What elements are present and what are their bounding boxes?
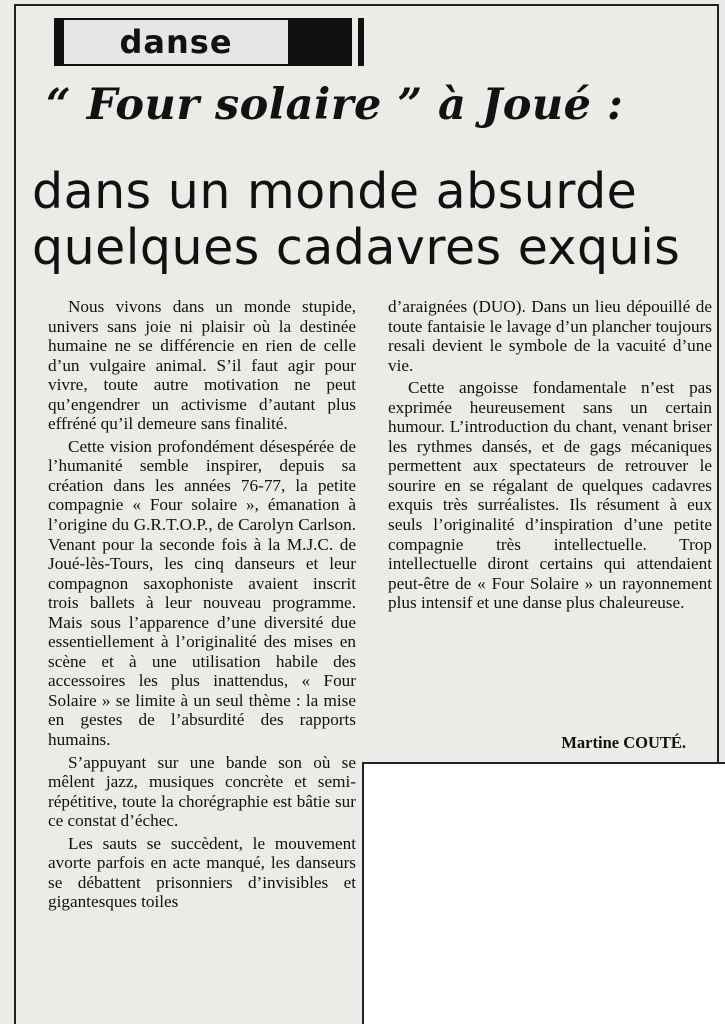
article-column-left	[48, 297, 356, 912]
headline-line-1: dans un monde absurde	[32, 163, 638, 220]
paragraph: Cette angoisse fondamentale n’est pas exprimée heureusement sans un certain humour. L’introduction du chant, venant briser les rythmes dansés, et de gags mécaniques permettent aux spectateurs de retrouver le sourire en se régalant de quelques cadavres exquis très surréalistes. Ils résument à eux seuls l’originalité d’inspiration d’une petite compagnie très intellectuelle. Trop intellectuelle diront certains qui attendaient peut-être de « Four Solaire » un rayonnement plus intensif et une danse plus chaleureuse.	[388, 378, 712, 613]
blank-area	[362, 762, 725, 1024]
section-label: danse	[64, 20, 288, 64]
paragraph: S’appuyant sur une bande son où se mêlent jazz, musiques concrète et semi-répétitive, toute la chorégraphie est bâtie sur ce constat d’échec.	[48, 752, 356, 831]
left-border-rule	[14, 4, 16, 1024]
paragraph: Cette vision profondément désespérée de l’humanité semble inspirer, depuis sa création dans les années 76-77, la petite compagnie « Four solaire », émanation à l’origine du G.R.T.O.P., de Carolyn Carlson. Venant pour la seconde fois à la M.J.C. de Joué-lès-Tours, les cinq danseurs et leur compagnon saxophoniste avaient inscrit trois ballets à leur nouveau programme. Mais sous l’apparence d’une diversité due essentiellement à l’originalité des mises en scène et à une utilisation habile des accessoires les plus inattendus, « Four Solaire » se limite à un seul thème : la mise en gestes de l’absurdité des rapports humains.	[48, 436, 356, 750]
headline-line-2: quelques cadavres exquis	[32, 219, 681, 276]
top-border-rule	[14, 4, 719, 6]
article-kicker: “ Four solaire ” à Joué :	[46, 80, 624, 130]
paragraph: Nous vivons dans un monde stupide, univers sans joie ni plaisir où la destinée humaine ne se différencie en rien de celle d’un vulgaire animal. S’il faut agir pour vivre, toute autre motivation ne peut qu’engendrer un activisme d’autant plus effréné qu’il demeure sans finalité.	[48, 297, 356, 434]
right-border-rule	[717, 4, 719, 762]
paragraph: Les sauts se succèdent, le mouvement avorte parfois en acte manqué, les danseurs se débattent prisonniers d’invisibles et gigantesques toiles	[48, 833, 356, 912]
article-column-right	[388, 297, 712, 613]
paragraph: d’araignées (DUO). Dans un lieu dépouillé de toute fantaisie le lavage d’un plancher toujours resali devient le symbole de la vacuité d’une vie.	[388, 297, 712, 375]
author-byline: Martine COUTÉ.	[561, 733, 686, 752]
